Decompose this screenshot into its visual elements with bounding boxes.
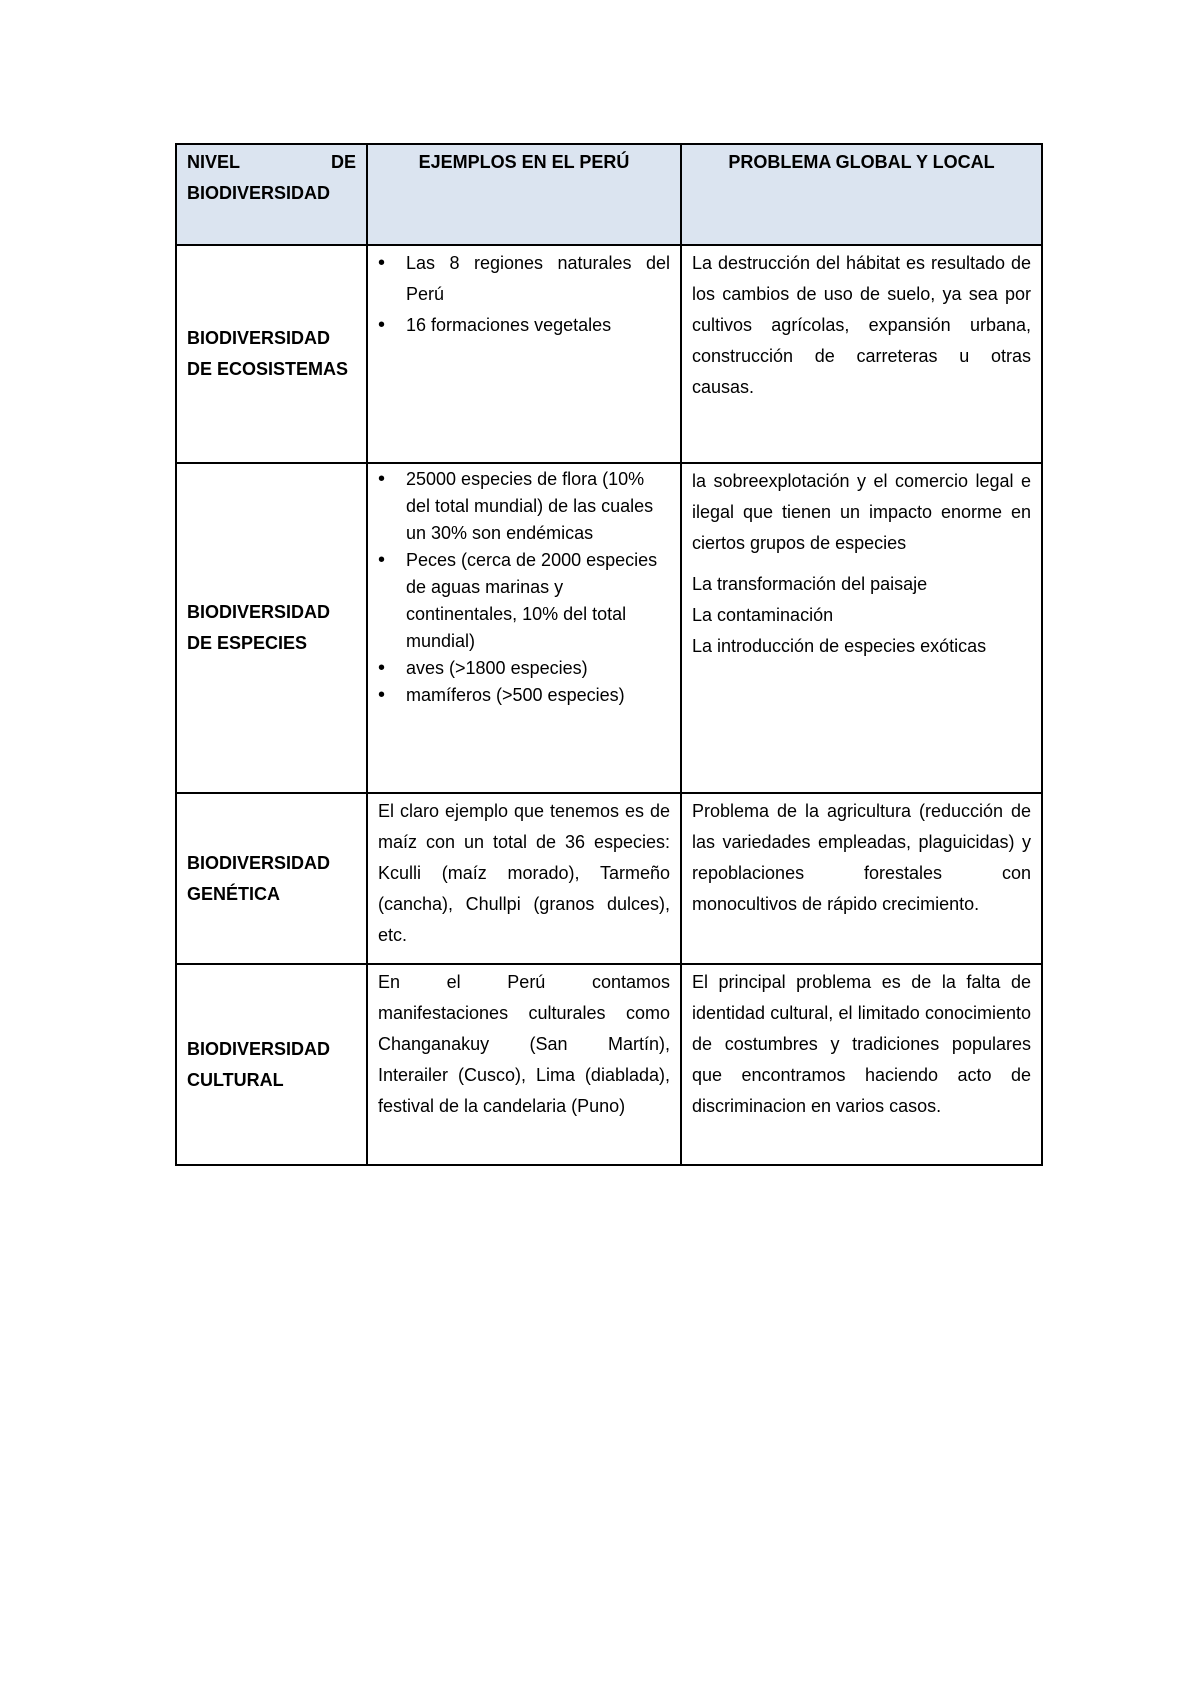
problem-text: La contaminación [692,605,834,625]
problem-text: la sobreexplotación y el comercio legal e ilegal que tienen un impacto enorme en ciertos grupos de especies [692,471,1031,553]
level-label-line1: BIODIVERSIDAD [187,1038,331,1059]
level-label-line1: BIODIVERSIDAD [187,852,331,873]
header-level: NIVEL DE BIODIVERSIDAD [176,144,367,245]
examples-cell [367,245,681,463]
list-item: • 25000 especies de flora (10% del total mundial) de las cuales un 30% son endémicas [406,466,670,547]
level-cell [176,463,367,793]
list-item: • 16 formaciones vegetales [406,310,670,341]
problem-text: El principal problema es de la falta de identidad cultural, el limitado conocimiento de costumbres y tradiciones populares que encontramos haciendo acto de discriminacion en varios casos. [692,972,1031,1116]
examples-cell [367,793,681,964]
biodiversity-table [175,143,1043,1166]
header-problem: PROBLEMA GLOBAL Y LOCAL [681,144,1042,245]
problem-cell [681,463,1042,793]
header-examples: EJEMPLOS EN EL PERÚ [367,144,681,245]
list-item: • Peces (cerca de 2000 especies de aguas marinas y continentales, 10% del total mundial) [406,547,670,655]
table-row [176,793,1042,964]
table-header-row [176,144,1042,245]
examples-text: El claro ejemplo que tenemos es de maíz con un total de 36 especies: Kculli (maíz morado), Tarmeño (cancha), Chullpi (granos dulces), etc. [378,801,670,945]
level-label-line2: CULTURAL [187,1069,284,1090]
problem-cell [681,793,1042,964]
table-row [176,463,1042,793]
list-item: • aves (>1800 especies) [406,655,670,682]
examples-list [368,248,670,341]
problem-cell [681,245,1042,463]
list-item: • mamíferos (>500 especies) [406,682,670,709]
problem-text: Problema de la agricultura (reducción de las variedades empleadas, plaguicidas) y repoblaciones forestales con monocultivos de rápido crecimiento. [692,801,1031,914]
level-label-line2: GENÉTICA [187,883,281,904]
level-cell [176,964,367,1165]
problem-text: La introducción de especies exóticas [692,636,987,656]
problem-text: La destrucción del hábitat es resultado de los cambios de uso de suelo, ya sea por cultivos agrícolas, expansión urbana, construcción de carreteras u otras causas. [692,253,1031,397]
examples-text: En el Perú contamos manifestaciones culturales como Changanakuy (San Martín), Interailer (Cusco), Lima (diablada), festival de la candelaria (Puno) [378,972,670,1116]
level-cell [176,793,367,964]
examples-cell [367,463,681,793]
level-cell [176,245,367,463]
examples-list [368,466,670,709]
level-label-line2: DE ESPECIES [187,633,308,653]
table-row [176,245,1042,463]
level-label-line2: DE ECOSISTEMAS [187,359,349,379]
level-label-line1: BIODIVERSIDAD [187,602,331,622]
problem-text: La transformación del paisaje [692,574,928,594]
table-row [176,964,1042,1165]
examples-cell [367,964,681,1165]
list-item: • Las 8 regiones naturales del Perú [406,248,670,310]
problem-cell [681,964,1042,1165]
level-label-line1: BIODIVERSIDAD [187,328,331,348]
